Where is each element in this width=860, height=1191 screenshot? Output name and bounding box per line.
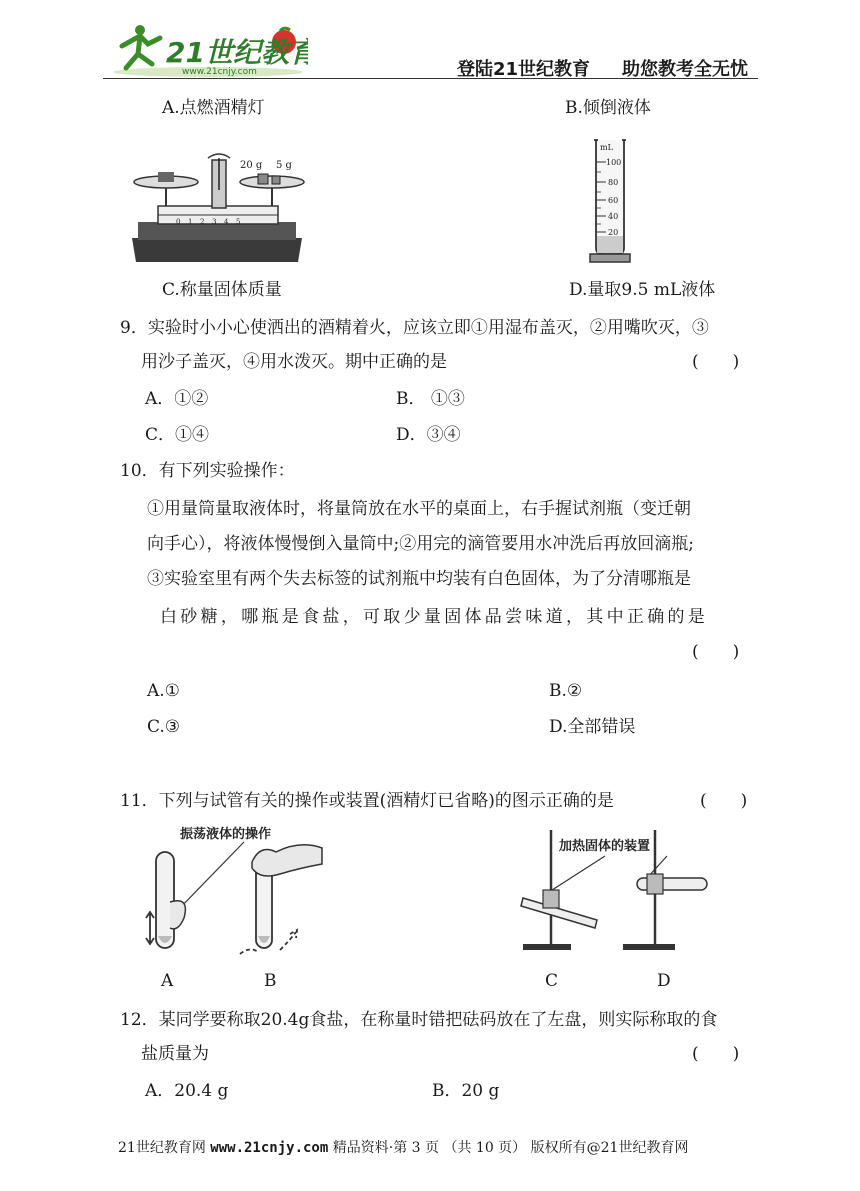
cylinder-mark-40: 40 <box>608 212 619 221</box>
q10-option-d: D.全部错误 <box>549 717 636 737</box>
scale-tick-3: 3 <box>212 218 217 226</box>
footer-site: 21世纪教育网 <box>118 1140 206 1156</box>
scale-tick-1: 1 <box>188 218 193 226</box>
q10-stem-line2: ①用量筒量取液体时，将量筒放在水平的桌面上，右手握试剂瓶（变迁朝 <box>147 499 691 519</box>
q10-answer-bracket: ( ) <box>692 642 740 662</box>
q11-label-shaking: 振荡液体的操作 <box>180 827 272 842</box>
q9-option-b: B． ①③ <box>396 389 465 409</box>
q10-stem-line5: 白砂糖，哪瓶是食盐，可取少量固体品尝味道，其中正确的是 <box>160 607 709 627</box>
cylinder-mark-100: 100 <box>606 158 622 167</box>
q10-option-b: B.② <box>549 681 583 701</box>
cylinder-unit: mL <box>600 143 613 152</box>
cylinder-mark-80: 80 <box>608 178 619 187</box>
site-logo <box>108 22 308 78</box>
q11-figure-shaking <box>140 822 330 960</box>
q10-stem-line1: 10．有下列实验操作： <box>120 461 295 481</box>
q11-answer-bracket: ( ) <box>700 791 748 811</box>
q9-stem-line1: 9．实验时小小心使洒出的酒精着火，应该立即①用湿布盖灭，②用嘴吹灭，③ <box>120 318 709 338</box>
q9-option-a: A．①② <box>145 389 209 409</box>
q11-figure-heating <box>515 826 715 954</box>
header-slogan-left: 登陆21世纪教育 <box>457 59 591 80</box>
q12-stem-line1: 12．某同学要称取20.4g食盐，在称量时错把砝码放在了左盘，则实际称取的食 <box>120 1010 718 1030</box>
q10-option-a: A.① <box>147 681 180 701</box>
q10-stem-line3: 向手心），将液体慢慢倒入量筒中;②用完的滴管要用水冲洗后再放回滴瓶; <box>147 534 694 554</box>
cylinder-mark-60: 60 <box>608 196 619 205</box>
footer-page-info: 精品资料·第 3 页 （共 10 页） <box>332 1140 527 1156</box>
q9-option-c: C．①④ <box>145 425 210 445</box>
q10-option-c: C.③ <box>147 717 181 737</box>
q9-stem-line2: 用沙子盖灭，④用水泼灭。期中正确的是 <box>141 352 447 372</box>
q11-option-a: A <box>161 971 174 991</box>
header-rule <box>103 78 758 79</box>
logo-text: 21世纪教育 <box>166 36 308 69</box>
scale-tick-0: 0 <box>176 218 181 226</box>
logo-graphic <box>108 22 308 78</box>
q11-label-heating: 加热固体的装置 <box>559 839 651 854</box>
scale-tick-5: 5 <box>236 218 241 226</box>
cylinder-mark-20: 20 <box>608 228 619 237</box>
q11-option-d: D <box>657 971 671 991</box>
q8-option-b: B.倾倒液体 <box>565 98 651 118</box>
q10-stem-line4: ③实验室里有两个失去标签的试剂瓶中均装有白色固体，为了分清哪瓶是 <box>147 569 691 589</box>
q8-option-a: A.点燃酒精灯 <box>162 98 265 118</box>
q12-answer-bracket: ( ) <box>692 1044 740 1064</box>
logo-url: www.21cnjy.com <box>182 67 257 77</box>
q12-stem-line2: 盐质量为 <box>141 1044 209 1064</box>
balance-weight-right: 5 g <box>276 160 292 171</box>
balance-figure <box>128 150 306 266</box>
q9-answer-bracket: ( ) <box>692 352 740 372</box>
scale-tick-2: 2 <box>200 218 205 226</box>
q8-option-c: C.称量固体质量 <box>162 280 282 300</box>
q11-option-c: C <box>545 971 559 991</box>
q11-option-b: B <box>264 971 277 991</box>
header-slogan-right: 助您教考全无忧 <box>622 59 748 80</box>
footer-url[interactable]: www.21cnjy.com <box>210 1140 329 1156</box>
balance-weight-left: 20 g <box>240 160 263 171</box>
q9-option-d: D．③④ <box>396 425 461 445</box>
q12-option-a: A．20.4 g <box>145 1081 229 1101</box>
footer <box>118 1139 688 1157</box>
footer-copyright: 版权所有@21世纪教育网 <box>530 1140 689 1156</box>
cylinder-figure <box>588 136 632 268</box>
q8-option-d: D.量取9.5 mL液体 <box>569 280 716 300</box>
q12-option-b: B．20 g <box>432 1081 500 1101</box>
q11-stem-line1: 11．下列与试管有关的操作或装置(酒精灯已省略)的图示正确的是 <box>120 791 614 811</box>
scale-tick-4: 4 <box>224 218 229 226</box>
